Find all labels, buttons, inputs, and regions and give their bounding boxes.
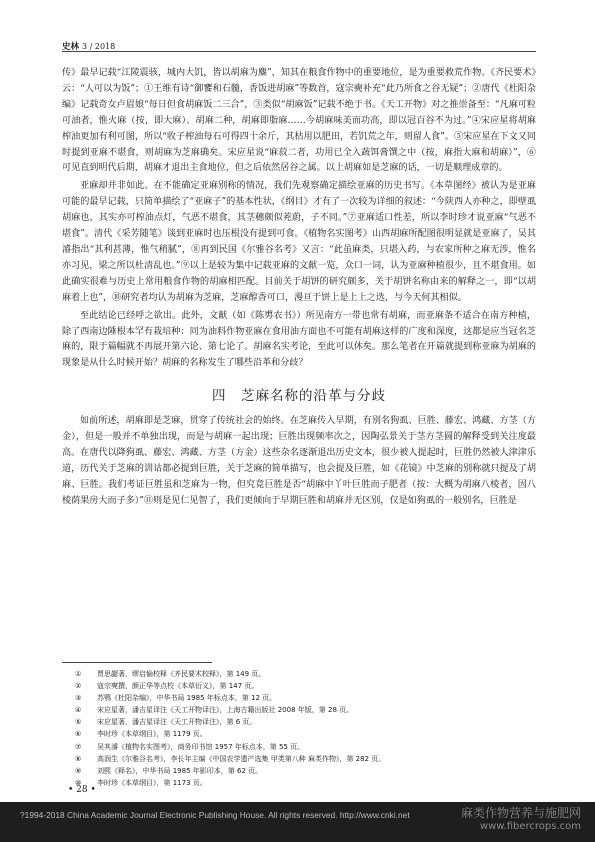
copyright-notice: ?1994-2018 China Academic Journal Electronic Publishing House. All rights reserved. http://www.cnki.net	[20, 810, 410, 820]
footnotes	[75, 668, 535, 789]
site-watermark	[461, 804, 581, 832]
footnote	[75, 692, 535, 704]
paragraph: 至此结论已经呼之欲出。此外，文献（如《陈旉农书》）所见南方一带也常有胡麻，而亚麻条不适合在南方种植，除了西南边陲根本罕有栽培种：同为油料作物亚麻在食用油方面也不可能有胡麻这样的广度和深度，这都是应当冠名芝麻的，限于篇幅就不再展开第六论、第七论了。胡麻名实考论，至此可以休矣。那么笔者在开篇就提到称亚麻为胡麻的现象是从什么时候开始？胡麻的名称发生了哪些沿革和分歧？	[62, 310, 536, 369]
footnote-number: ③	[75, 694, 82, 703]
footnote-number: ④	[75, 706, 82, 715]
footnote-text: 刘熙《释名》，中华书局 1985 年影印本，第 62 页。	[97, 766, 263, 775]
footnote	[75, 753, 535, 765]
footnote-number: ②	[75, 682, 82, 691]
watermark-title: 麻类作物营养与施肥网	[460, 806, 581, 820]
footnote-number: ⑧	[75, 754, 82, 763]
footnote-text: 李时珍《本草纲目》，第 1173 页。	[97, 778, 207, 787]
footnote-number: ⑦	[75, 742, 82, 751]
footnote-number: ⑨	[75, 766, 82, 775]
footnote	[75, 704, 535, 716]
footnote-text: 苏鹗《杜阳杂编》，中华书局 1985 年标点本，第 12 页。	[97, 694, 277, 703]
article-body	[62, 66, 536, 512]
footnote-text: 吴其濬《植物名实图考》，商务印书馆 1957 年标点本，第 55 页。	[97, 742, 305, 751]
footnote-text: 高润生《尔雅谷名考》，李长年主编《中国农学遗产选集 甲类第八种 麻类作物》，第 282 页。	[97, 754, 386, 763]
journal-logo: 史林	[62, 42, 80, 52]
footnote-text: 宋应星著，潘吉星译注《天工开物译注》，第 6 页。	[97, 718, 257, 727]
footnote	[75, 741, 535, 753]
footnote-text: 李时珍《本草纲目》，第 1179 页。	[97, 730, 207, 739]
footnote	[75, 777, 535, 789]
page-number: • 28 •	[68, 785, 96, 795]
footnote	[75, 716, 535, 728]
footnote-number: ⑥	[75, 730, 82, 739]
footnote-text: 寇宗奭撰，颜正华等点校《本草衍义》，第 147 页。	[97, 682, 259, 691]
header-rule	[62, 51, 536, 52]
footnote	[75, 765, 535, 777]
footnote-number: ⑩	[75, 778, 82, 787]
paragraph: 传》最早记载“江陵震骇，城内大饥，皆以胡麻为麋”，知其在粮食作物中的重要地位，是为重要救荒作物。《齐民要术》云：“人可以为饭”；①王维有诗“御饔和石髓，香饭进胡麻”等数首，寇宗奭补充“此乃所食之谷无疑”；②唐代《杜阳杂编》记载奇女卢眉娘“每日但食胡麻饭二三合”，③类似“胡麻饭”记载不绝于书。《天工开物》对之推崇备至：“凡麻可粒可油者，惟火麻（按，即大麻）、胡麻二种，胡麻即脂麻……今胡麻味美而功高，即以冠百谷不为过。”④宋应星将胡麻榨油更加有利可图，所以“收子榨油每石可得四十余斤，其枯用以肥田，若饥荒之年，则留人食”。⑤宋应星在下文又同时提到亚麻不堪食，则胡麻为芝麻确矣。宋应星说“麻菽二者，功用已全入蔬饵膏馔之中（按，麻指大麻和胡麻）”，⑥可见直到明代后期，胡麻才退出主食地位，但之后依然居谷之属。以上胡麻如是芝麻的话，一切是顺理成章的。	[62, 68, 536, 174]
footnote	[75, 728, 535, 740]
paragraph: 如前所述，胡麻即是芝麻，贯穿了传统社会的始终。在芝麻传入早期，有别名狗虱、巨胜、藤宏、鸿藏、方茎（方金），但是一般并不单独出现，而是与胡麻一起出现；巨胜出现频率次之，因陶弘景关于茎方茎圆的解释受到关注度最高。在唐代以降狗虱、藤宏、鸿藏、方茎（方金）这些杂名逐渐退出历史文本，很少被人提起时，巨胜仍然被人津津乐道，历代关于芝麻的训诂都必提到巨胜，关于芝麻的简单描写，也会提及巨胜，如《花镜》中芝麻的别称就只提及了胡麻、巨胜。我们考证巨胜虽和芝麻为一物，但究竟巨胜是否“胡麻中丫叶巨胜而子肥者（按：大概为胡麻八棱者，因八棱荫果房大而子多）”⑪则是见仁见智了，我们更倾向于早期巨胜和胡麻并无区别，仅是如狗虱的一般别名，巨胜是	[62, 416, 536, 506]
footnote-rule	[62, 662, 212, 663]
footnote-number: ⑤	[75, 718, 82, 727]
footnote	[75, 668, 535, 680]
footnote-number: ①	[75, 670, 82, 678]
section-heading: 四 芝麻名称的沿革与分歧	[212, 388, 386, 405]
copyright-bar	[0, 802, 595, 842]
footnote-text: 宋应星著，潘吉星译注《天工开物译注》，上海古籍出版社 2008 年版，第 28 页。	[97, 706, 354, 715]
paragraph: 亚麻却并非如此。在不能确定亚麻别称的情况，我们先观察确定描绘亚麻的历史书写。《本草图经》被认为是亚麻可能的最早记载，只简单描绘了“亚麻子”的基本性状，《纲目》才有了一次较为详细的叙述：“今陕西人亦种之，即壁虱胡麻也，其实亦可榨油点灯，气恶不堪食，其茎穗颇似茺蔚，子不同。”⑦亚麻适口性差，所以李时珍才说亚麻“气恶不堪食”。清代《采芳随笔》谈到亚麻时也压根没有提到可食。《植物名实图考》山西胡麻所配图很明显就是亚麻了，吴其濬指出“其利甚薄，惟气稍腻”，⑧再到民国《尔雅谷名考》又言：“此虽麻类，只堪入药，与农家所种之麻无涉，惟名亦习见，梁之所以杜清乱也。”⑨以上是较为集中记载亚麻的文献一览，众口一词，认为亚麻种植很少，且不堪食用。如此确实很难与历史上常用粮食作物的胡麻相匹配。目前关于胡饼的研究颇多，关于胡饼名称由来的解释之一，即“以胡麻着上也”，⑩研究者均认为胡麻为芝麻，芝麻醇香可口，漫亘于饼上是上上之选，与今天何其相似。	[62, 181, 536, 303]
issue-number: 3 / 2018	[82, 41, 116, 51]
footnote	[75, 680, 535, 692]
watermark-url: www.fibercrops.com	[479, 821, 581, 832]
footnote-text: 贾思勰著，缪启愉校释《齐民要术校释》，第 149 页。	[97, 670, 266, 678]
